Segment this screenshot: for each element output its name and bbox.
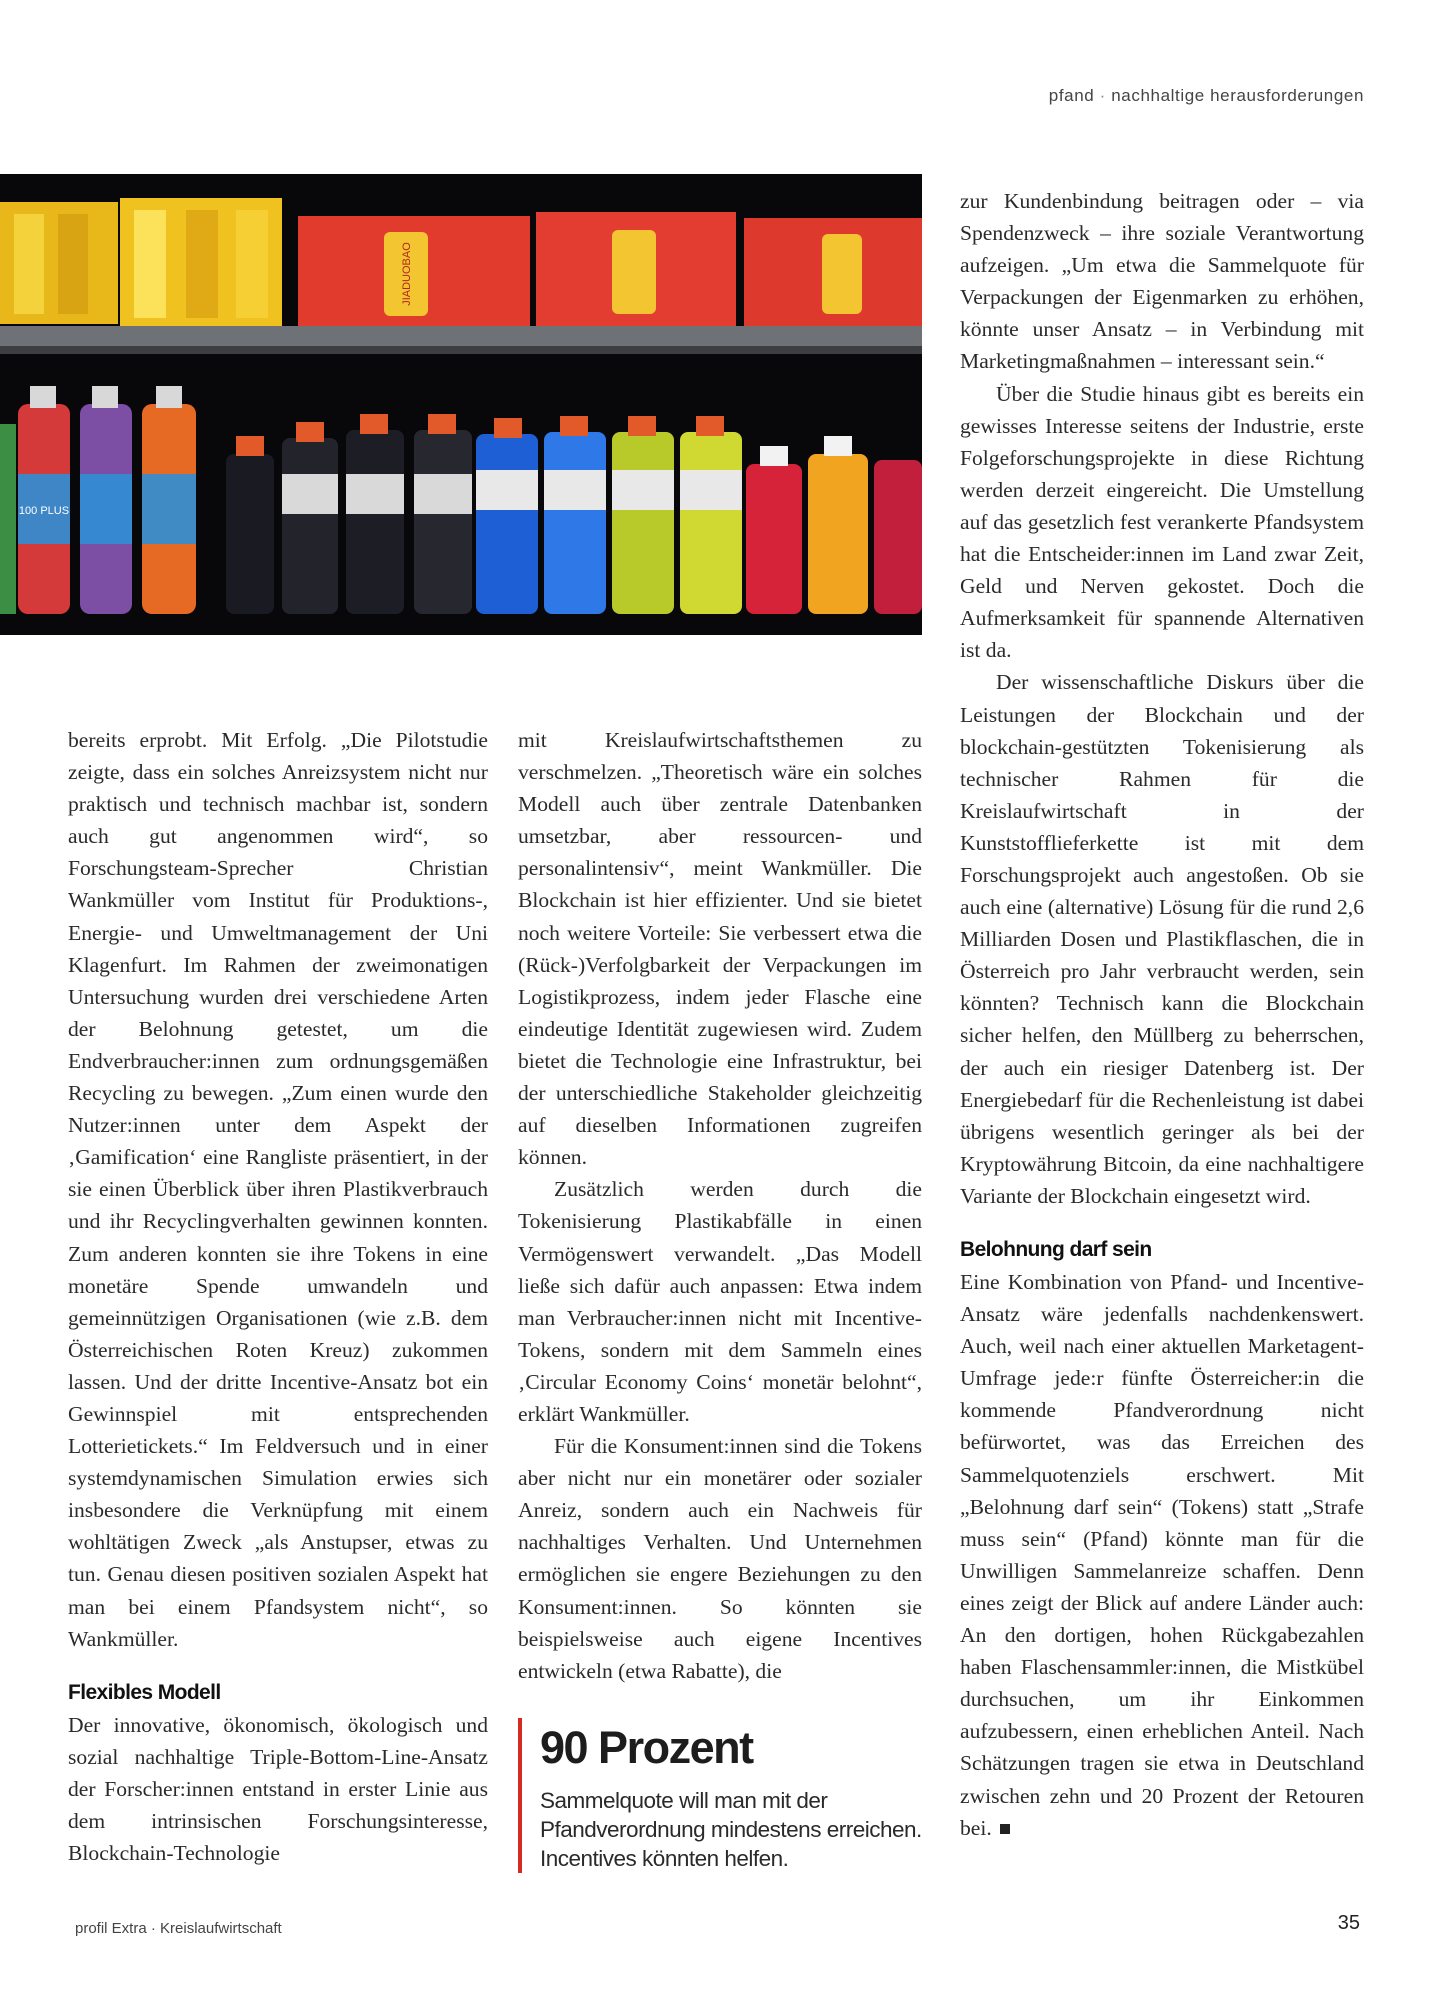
subheading-belohnung-darf-sein: Belohnung darf sein [960, 1238, 1152, 1261]
header-topic: nachhaltige herausforderungen [1111, 86, 1364, 105]
article-photo [0, 174, 922, 635]
subheading-flexibles-modell: Flexibles Modell [68, 1680, 221, 1704]
body-paragraph: Der innovative, ökonomisch, ökologisch und sozial nachhaltige Triple-Bottom-Line-Ansatz der Forscher:innen entstand in erster Linie aus dem intrinsischen Forschungsinteresse, Blockchain-Technologie [68, 1712, 488, 1866]
photo-shelf-drinks-icon [0, 174, 922, 635]
body-paragraph-final [960, 1266, 1364, 1844]
page-number: 35 [1337, 1912, 1360, 1934]
final-paragraph-text: Eine Kombination von Pfand- und Incentive-Ansatz wäre jedenfalls nachdenkenswert. Auch, weil nach einer aktuellen Marketagent-Umfrage jede:r fünfte Österreicher:in die kommende Pfandverordnung nicht befürwortet, was das Erreichen des Sammelquotenziels erschwert. Mit „Belohnung darf sein“ (Tokens) statt „Strafe muss sein“ (Pfand) könnte man für die Unwilligen Sammelanreize schaffen. Denn eines zeigt der Blick auf andere Länder auch: An den dortigen, hohen Rückgabezahlen haben Flaschensammler:innen, die Mistkübel durchsuchen, um ihr Einkommen aufzubessern, einen erheblichen Anteil. Nach Schätzungen tragen sie etwa in Deutschland zwischen zehn und 20 Prozent der Retouren bei. [960, 1270, 1364, 1840]
header-section: pfand [1048, 86, 1095, 105]
pull-quote-text: Sammelquote will man mit der Pfandverordnung mindestens erreichen. Incentives könnten helfen. [540, 1788, 922, 1871]
body-paragraph: Über die Studie hinaus gibt es bereits ein gewisses Interesse seitens der Industrie, erste Folgeforschungsprojekte in diese Richtung werden derzeit eingereicht. Die Umstellung auf das gesetzlich fest verankerte Pfandsystem hat die Entscheider:innen im Land zwar Zeit, Geld und Nerven gekostet. Doch die Aufmerksamkeit für spannende Alternativen ist da. [960, 381, 1364, 663]
can-label: JIADUOBAO [401, 242, 413, 306]
body-paragraph: Der wissenschaftliche Diskurs über die Leistungen der Blockchain und der blockchain-gestützten Tokenisierung als technischer Rahmen für die Kreislaufwirtschaft in der Kunststofflieferkette ist mit dem Forschungsprojekt auch angestoßen. Ob sie auch eine (alternative) Lösung für die rund 2,6 Milliarden Dosen und Plastikflaschen, die in Österreich pro Jahr verbraucht werden, sein könnten? Technisch kann die Blockchain sicher helfen, den Müllberg zu beherrschen, der auch ein riesiger Datenberg ist. Der Energiebedarf für die Rechenleistung ist dabei übrigens wesentlich geringer als bei der Kryptowährung Bitcoin, da eine nachhaltigere Variante der Blockchain eingesetzt wird. [960, 670, 1364, 1208]
pull-quote-figure: 90 Prozent [540, 1722, 753, 1773]
body-paragraph: mit Kreislaufwirtschaftsthemen zu verschmelzen. „Theoretisch wäre ein solches Modell auch über zentrale Datenbanken umsetzbar, aber ressourcen- und personalintensiv“, meint Wankmüller. Die Blockchain ist hier effizienter. Und sie bietet noch weitere Vorteile: Sie verbessert etwa die (Rück-)Verfolgbarkeit der Verpackungen im Logistikprozess, indem jeder Flasche eine eindeutige Identität zugewiesen wird. Zudem bietet die Technologie eine Infrastruktur, bei der unterschiedliche Stakeholder gleichzeitig auf dieselben Informationen zugreifen können. [518, 728, 922, 1170]
column-2 [518, 724, 922, 1687]
column-3 [960, 185, 1364, 1844]
body-paragraph: bereits erprobt. Mit Erfolg. „Die Pilotstudie zeigte, dass ein solches Anreizsystem nicht nur praktisch und technisch machbar ist, sondern auch gut angenommen wird“, so Forschungsteam-Sprecher Christian Wankmüller vom Institut für Produktions-, Energie- und Umweltmanagement der Uni Klagenfurt. Im Rahmen der zweimonatigen Untersuchung wurden drei verschiedene Arten der Belohnung getestet, um die Endverbraucher:innen zum ordnungsgemäßen Recycling zu bewegen. „Zum einen wurde den Nutzer:innen unter dem Aspekt der ‚Gamification‘ eine Rangliste präsentiert, in der sie einen Überblick über ihren Plastikverbrauch und ihr Recyclingverhalten gewinnen konnten. Zum anderen konnten sie ihre Tokens in eine monetäre Spende umwandeln und gemeinnützigen Organisationen (wie z.B. dem Österreichischen Roten Kreuz) zukommen lassen. Und der dritte Incentive-Ansatz bot ein Gewinnspiel mit entsprechenden Lotterietickets.“ Im Feldversuch und in einer systemdynamischen Simulation erwies sich insbesondere die Verknüpfung mit einem wohltätigen Zweck „als Anstupser, etwas zu tun. Genau diesen positiven sozialen Aspekt hat man bei einem Pfandsystem nicht“, so Wankmüller. [68, 728, 488, 1651]
bottle-label: 100 PLUS [18, 505, 70, 517]
footer-publication: profil Extra · Kreislaufwirtschaft [75, 1920, 282, 1937]
body-paragraph: Für die Konsument:innen sind die Tokens aber nicht nur ein monetärer oder sozialer Anreiz, sondern auch ein Nachweis für nachhaltiges Verhalten. Und Unternehmen ermöglichen sie engere Beziehungen zu den Konsument:innen. So könnten sie beispielsweise auch eigene Incentives entwickeln (etwa Rabatte), die [518, 1434, 922, 1683]
column-1 [68, 724, 488, 1869]
pull-quote [518, 1718, 922, 1873]
end-mark-icon [1000, 1824, 1010, 1834]
body-paragraph: Zusätzlich werden durch die Tokenisierung Plastikabfälle in einen Vermögenswert verwandelt. „Das Modell ließe sich dafür auch anpassen: Etwa indem man Verbraucher:innen nicht mit Incentive-Tokens, sondern mit dem Sammeln eines ‚Circular Economy Coins‘ monetär belohnt“, erklärt Wankmüller. [518, 1177, 922, 1426]
body-paragraph: zur Kundenbindung beitragen oder – via Spendenzweck – ihre soziale Verantwortung aufzeigen. „Um etwa die Sammelquote für Verpackungen der Eigenmarken zu erhöhen, könnte unser Ansatz – in Verbindung mit Marketingmaßnahmen – interessant sein.“ [960, 189, 1364, 374]
header-separator: · [1099, 86, 1106, 105]
running-header [1049, 86, 1364, 106]
